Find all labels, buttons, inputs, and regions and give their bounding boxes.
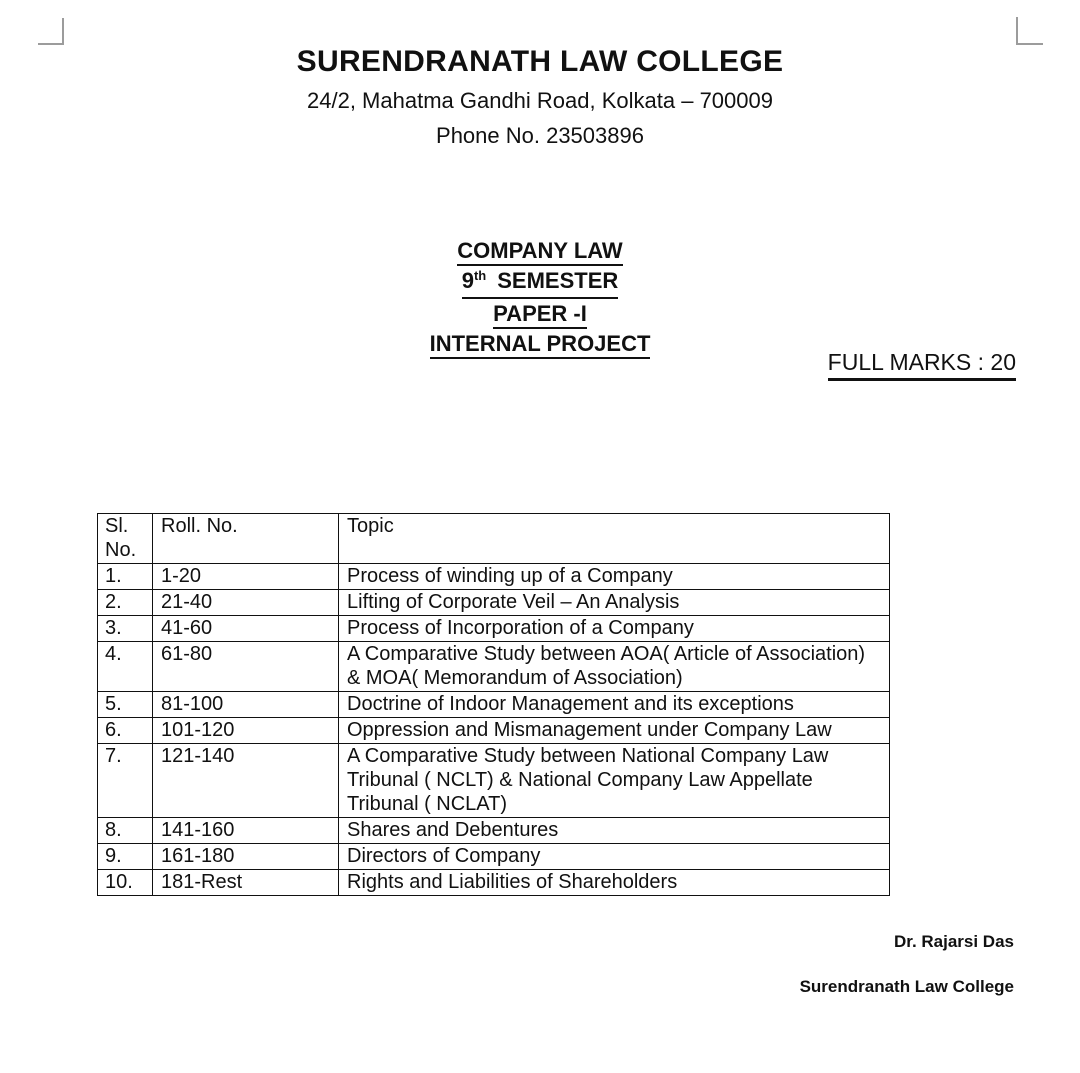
roll-no-cell: 61-80: [153, 642, 339, 692]
table-row: [98, 616, 890, 642]
roll-no-cell: 21-40: [153, 590, 339, 616]
semester-number: 9: [461, 268, 474, 293]
table-row: [98, 692, 890, 718]
table-row: [98, 818, 890, 844]
topic-cell: Lifting of Corporate Veil – An Analysis: [339, 590, 890, 616]
roll-no-cell: 181-Rest: [153, 870, 339, 896]
roll-no-cell: 1-20: [153, 564, 339, 590]
roll-no-cell: 141-160: [153, 818, 339, 844]
topic-cell: Shares and Debentures: [339, 818, 890, 844]
semester-word: SEMESTER: [497, 268, 619, 293]
topic-cell: Process of Incorporation of a Company: [339, 616, 890, 642]
topic-cell: A Comparative Study between AOA( Article of Association) & MOA( Memorandum of Association): [339, 642, 890, 692]
table-row: [98, 844, 890, 870]
roll-no-cell: 161-180: [153, 844, 339, 870]
sl-no-cell: 9.: [98, 844, 153, 870]
topics-table: [97, 513, 890, 896]
sl-no-cell: 1.: [98, 564, 153, 590]
signatory-institution: Surendranath Law College: [799, 977, 1014, 996]
table-row: [98, 718, 890, 744]
sl-no-cell: 6.: [98, 718, 153, 744]
heading-subject: COMPANY LAW: [0, 239, 1080, 266]
full-marks: FULL MARKS : 20: [828, 349, 1016, 381]
crop-mark-top-left-icon: [38, 18, 64, 45]
sl-no-cell: 3.: [98, 616, 153, 642]
sl-no-cell: 7.: [98, 744, 153, 818]
sl-no-cell: 4.: [98, 642, 153, 692]
document-headings: [0, 239, 1080, 362]
sl-no-cell: 8.: [98, 818, 153, 844]
crop-mark-top-right-icon: [1016, 17, 1043, 45]
table-row: [98, 590, 890, 616]
college-name: SURENDRANATH LAW COLLEGE: [296, 45, 784, 78]
heading-paper: PAPER -I: [0, 302, 1080, 329]
semester-ordinal: th: [473, 268, 487, 283]
letterhead: [0, 44, 1080, 148]
column-header-roll-no: Roll. No.: [153, 514, 339, 564]
column-header-sl-no: Sl. No.: [98, 514, 153, 564]
topic-cell: Process of winding up of a Company: [339, 564, 890, 590]
table-header-row: [98, 514, 890, 564]
college-phone: Phone No. 23503896: [436, 123, 644, 148]
topic-cell: A Comparative Study between National Company Law Tribunal ( NCLT) & National Company Law Appellate Tribunal ( NCLAT): [339, 744, 890, 818]
column-header-topic: Topic: [339, 514, 890, 564]
roll-no-cell: 41-60: [153, 616, 339, 642]
sl-no-cell: 10.: [98, 870, 153, 896]
college-address: 24/2, Mahatma Gandhi Road, Kolkata – 700009: [307, 88, 773, 113]
sl-no-cell: 2.: [98, 590, 153, 616]
signature-block: [800, 932, 1014, 997]
topic-cell: Rights and Liabilities of Shareholders: [339, 870, 890, 896]
roll-no-cell: 121-140: [153, 744, 339, 818]
table-row: [98, 642, 890, 692]
roll-no-cell: 101-120: [153, 718, 339, 744]
table-row: [98, 870, 890, 896]
table-row: [98, 564, 890, 590]
topic-cell: Doctrine of Indoor Management and its exceptions: [339, 692, 890, 718]
heading-project: INTERNAL PROJECT: [0, 332, 1080, 359]
heading-semester: [0, 269, 1080, 299]
table-row: [98, 744, 890, 818]
signatory-name: Dr. Rajarsi Das: [893, 932, 1014, 951]
roll-no-cell: 81-100: [153, 692, 339, 718]
topic-cell: Oppression and Mismanagement under Company Law: [339, 718, 890, 744]
sl-no-cell: 5.: [98, 692, 153, 718]
topic-cell: Directors of Company: [339, 844, 890, 870]
